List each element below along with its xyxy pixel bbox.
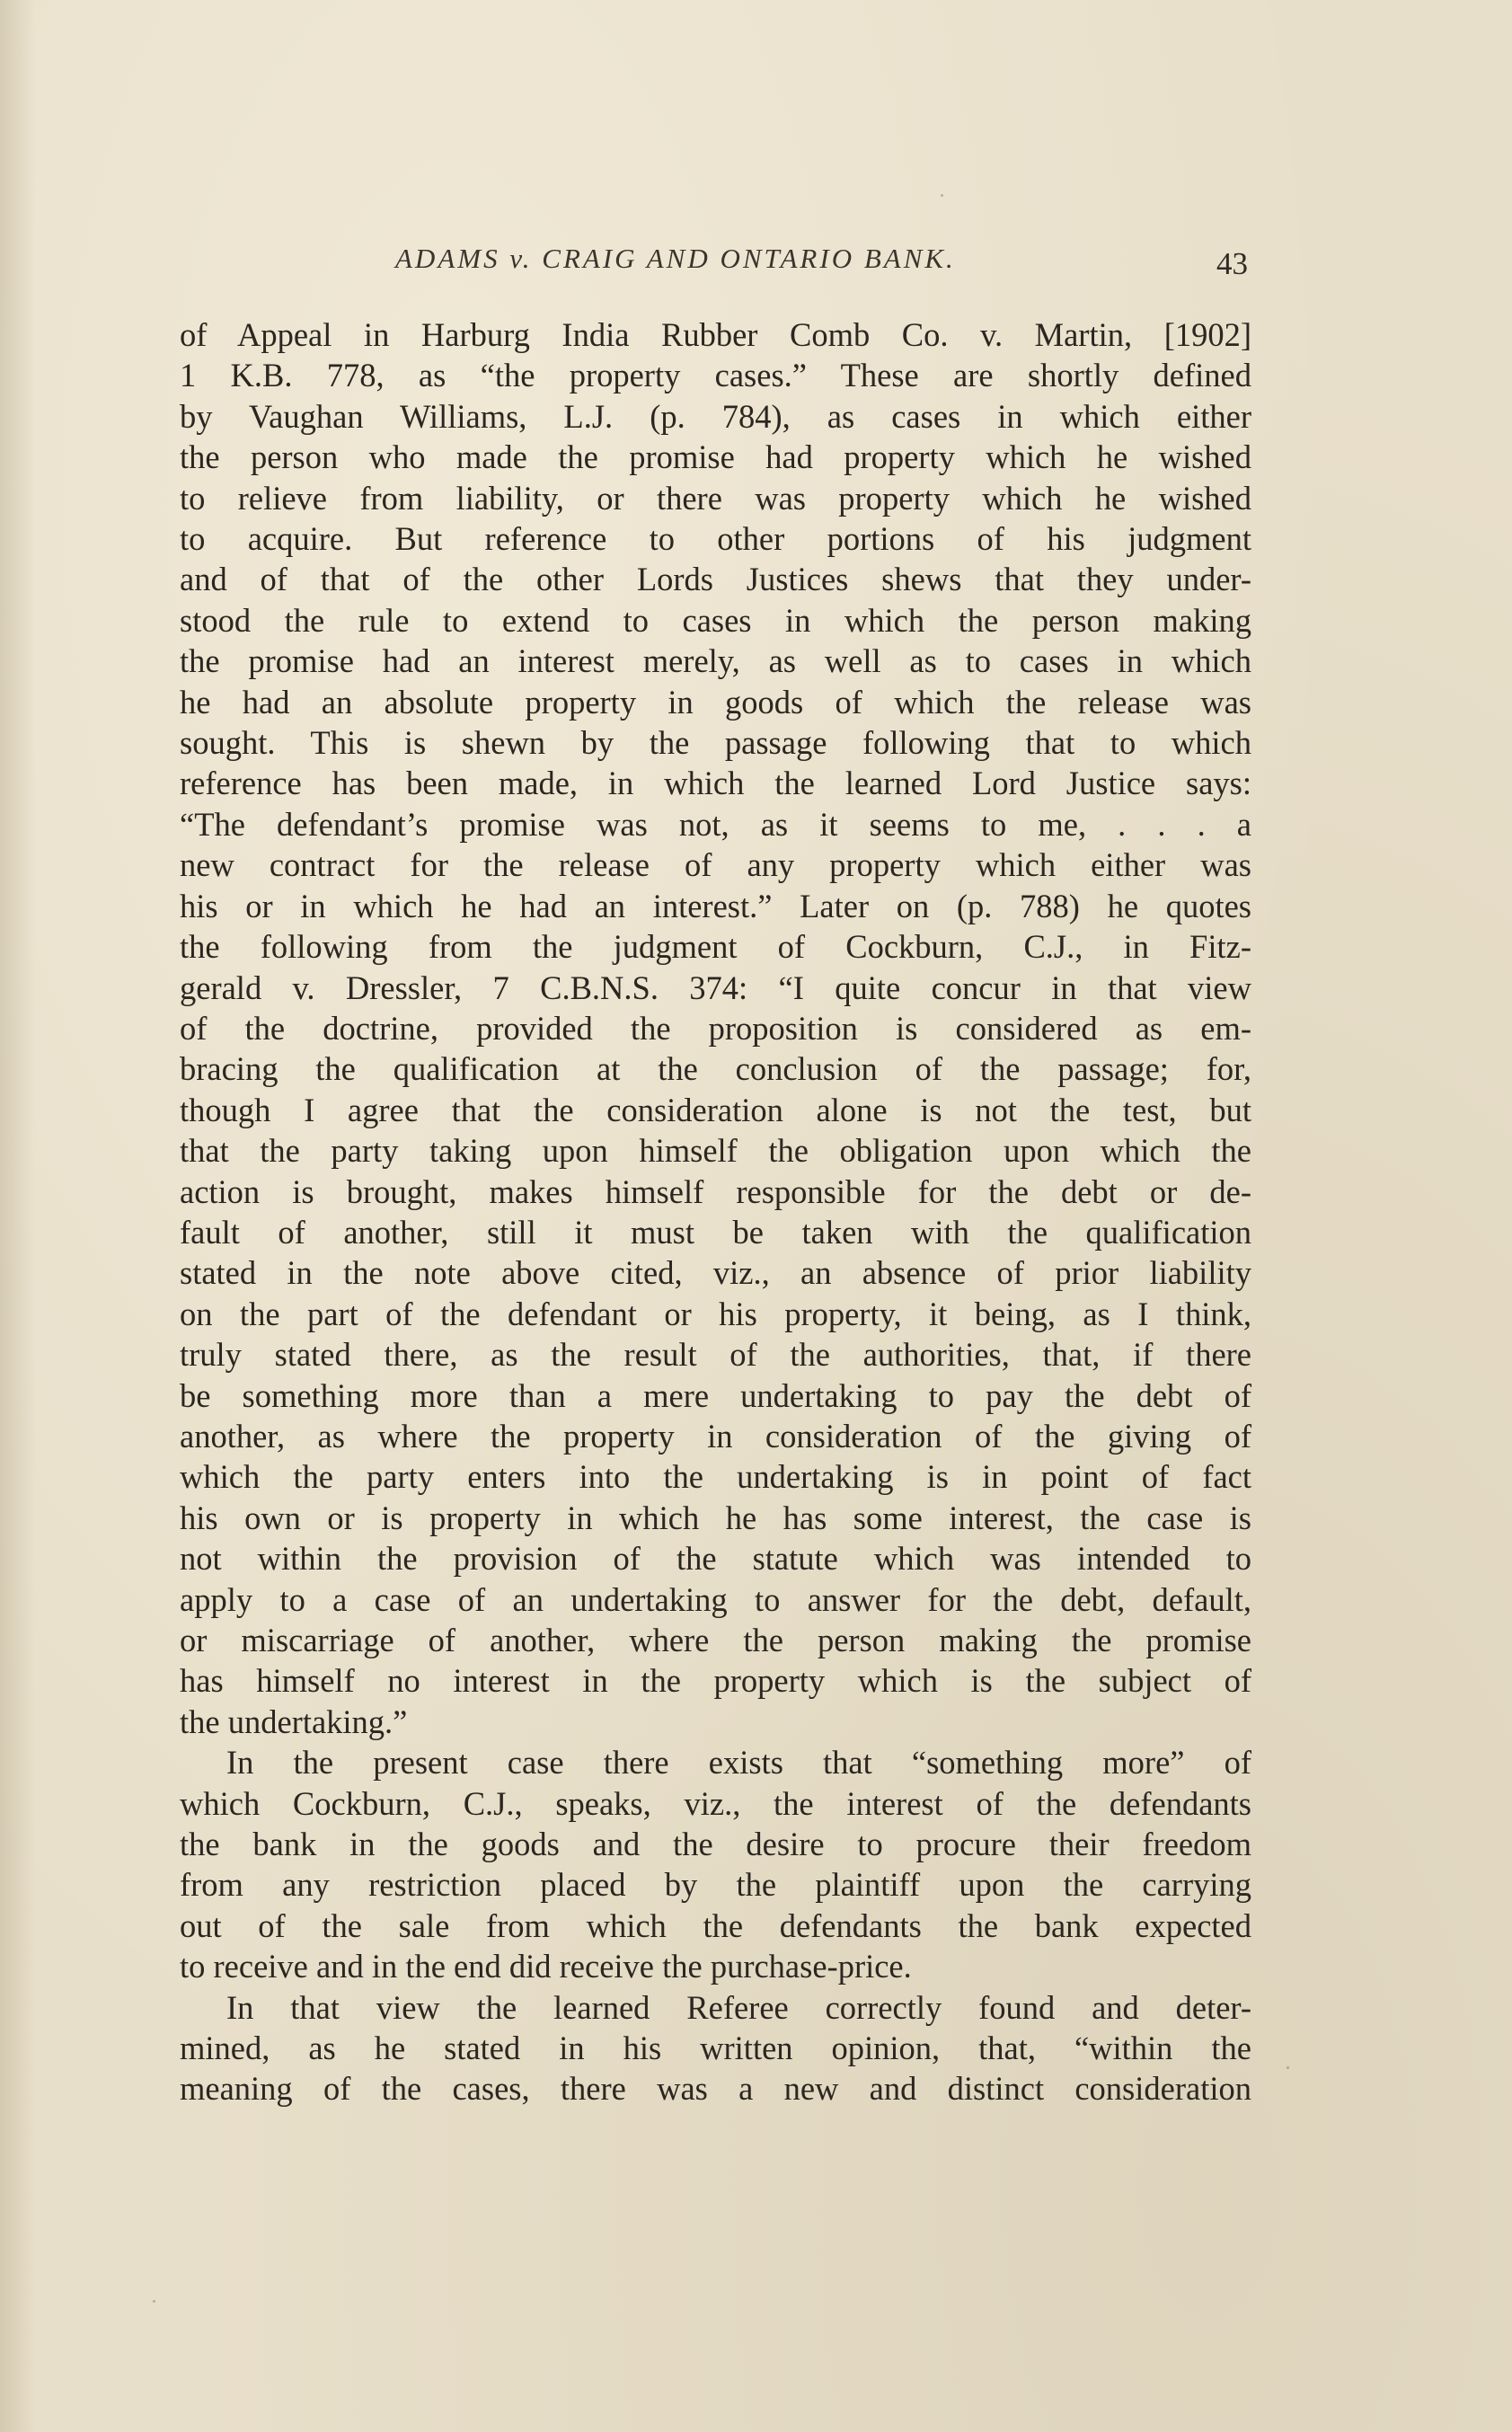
text-line: stood the rule to extend to cases in which the person making	[180, 601, 1251, 639]
text-line: of Appeal in Harburg India Rubber Comb Co. v. Martin, [1902]	[180, 316, 1251, 353]
paper-speck	[1287, 2066, 1289, 2069]
text-line: fault of another, still it must be taken with the qualification	[180, 1213, 1251, 1251]
text-line: be something more than a mere undertaking to pay the debt of	[180, 1376, 1251, 1414]
text-line: gerald v. Dressler, 7 C.B.N.S. 374: “I quite concur in that view	[180, 968, 1251, 1006]
text-line: the promise had an interest merely, as well as to cases in which	[180, 642, 1251, 680]
text-line: which Cockburn, C.J., speaks, viz., the interest of the defendants	[180, 1784, 1251, 1822]
text-line: the following from the judgment of Cockburn, C.J., in Fitz-	[180, 928, 1251, 966]
text-line: action is brought, makes himself responsible for the debt or de-	[180, 1172, 1251, 1210]
text-line: on the part of the defendant or his property, it being, as I think,	[180, 1295, 1251, 1332]
text-line: apply to a case of an undertaking to answer for the debt, default,	[180, 1580, 1251, 1618]
text-line: the person who made the promise had property which he wished	[180, 438, 1251, 476]
text-line: “The defendant’s promise was not, as it seems to me, . . . a	[180, 805, 1251, 843]
running-title: ADAMS v. CRAIG AND ONTARIO BANK.	[395, 243, 956, 274]
text-line: meaning of the cases, there was a new and distinct consideration	[180, 2070, 1251, 2108]
text-line: to acquire. But reference to other portions of his judgment	[180, 520, 1251, 558]
text-line: his own or is property in which he has some interest, the case is	[180, 1499, 1251, 1536]
text-line: has himself no interest in the property which is the subject of	[180, 1662, 1251, 1700]
text-line: sought. This is shewn by the passage following that to which	[180, 724, 1251, 762]
text-line: not within the provision of the statute which was intended to	[180, 1540, 1251, 1578]
text-line: of the doctrine, provided the proposition is considered as em-	[180, 1009, 1251, 1047]
page-number: 43	[1216, 246, 1248, 281]
text-line: the undertaking.”	[180, 1702, 408, 1740]
body-text	[180, 314, 1251, 2109]
text-line: to receive and in the end did receive the purchase-price.	[180, 1948, 912, 1985]
text-line: by Vaughan Williams, L.J. (p. 784), as cases in which either	[180, 397, 1251, 435]
text-line: which the party enters into the undertaking is in point of fact	[180, 1458, 1251, 1496]
text-line: he had an absolute property in goods of which the release was	[180, 683, 1251, 721]
text-line: In the present case there exists that “something more” of	[226, 1744, 1251, 1782]
text-line: mined, as he stated in his written opinion, that, “within the	[180, 2030, 1251, 2067]
text-line: the bank in the goods and the desire to procure their freedom	[180, 1826, 1251, 1863]
page-edge-shadow	[0, 0, 36, 2432]
text-line: and of that of the other Lords Justices shews that they under-	[180, 561, 1251, 598]
text-line: another, as where the property in consideration of the giving of	[180, 1417, 1251, 1455]
running-head	[0, 235, 1512, 289]
paper-speck	[941, 194, 943, 197]
text-line: stated in the note above cited, viz., an absence of prior liability	[180, 1254, 1251, 1292]
text-line: bracing the qualification at the conclusion of the passage; for,	[180, 1050, 1251, 1088]
text-line: from any restriction placed by the plaintiff upon the carrying	[180, 1866, 1251, 1904]
text-line: truly stated there, as the result of the authorities, that, if there	[180, 1336, 1251, 1374]
text-line: to relieve from liability, or there was property which he wished	[180, 479, 1251, 517]
text-line: 1 K.B. 778, as “the property cases.” These are shortly defined	[180, 357, 1251, 394]
text-line: In that view the learned Referee correctly found and deter-	[226, 1988, 1251, 2026]
paper-speck	[153, 2300, 155, 2303]
text-line: though I agree that the consideration alone is not the test, but	[180, 1091, 1251, 1128]
text-line: that the party taking upon himself the obligation upon which the	[180, 1132, 1251, 1170]
text-line: reference has been made, in which the learned Lord Justice says:	[180, 765, 1251, 802]
text-line: his or in which he had an interest.” Later on (p. 788) he quotes	[180, 887, 1251, 924]
text-line: out of the sale from which the defendants the bank expected	[180, 1906, 1251, 1944]
text-line: or miscarriage of another, where the person making the promise	[180, 1622, 1251, 1658]
text-line: new contract for the release of any property which either was	[180, 846, 1251, 884]
